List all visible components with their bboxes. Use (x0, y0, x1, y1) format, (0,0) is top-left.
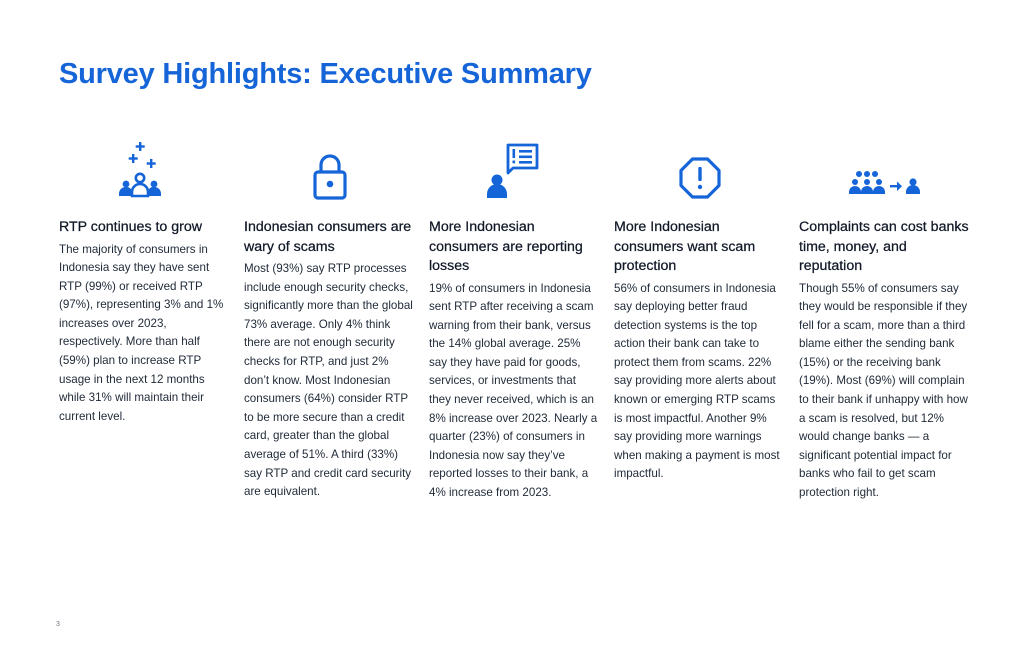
column-heading: More Indonesian consumers are reporting losses (429, 219, 583, 274)
highlight-column-reporting-losses (429, 138, 601, 503)
padlock-icon (244, 138, 416, 200)
alert-octagon-icon (614, 138, 786, 200)
person-reporting-icon (429, 138, 601, 200)
column-heading: Indonesian consumers are wary of scams (244, 219, 412, 255)
column-body: Most (93%) say RTP processes include enough security checks, significantly more than the global 73% average. Only 4% think there are not enough security checks for RTP, and just 2% don’t know. Most Indonesian consumers (64%) consider RTP to be more secure than a credit card, greater than the global average of 51%. A third (33%) say RTP and credit card security are equivalent. (244, 262, 413, 499)
page-title: Survey Highlights: Executive Summary (59, 58, 592, 90)
column-body: The majority of consumers in Indonesia say they have sent RTP (99%) or received RTP (97%), representing 3% and 1% increases over 2023, respectively. More than half (59%) plan to increase RTP usage in the next 12 months while 31% will maintain their current level. (59, 242, 224, 423)
highlight-column-wary-of-scams (244, 138, 416, 502)
column-body: 19% of consumers in Indonesia sent RTP after receiving a scam warning from their bank, versus the 14% global average. 25% say they have paid for goods, services, or investments that they never received, which is an 8% increase over 2023. Nearly a quarter (23%) of consumers in Indonesia now say they’ve reported losses to their bank, a 4% increase from 2023. (429, 281, 598, 500)
column-heading: RTP continues to grow (59, 219, 203, 235)
growth-people-icon (59, 138, 231, 200)
column-heading: More Indonesian consumers want scam protection (614, 219, 756, 274)
page-number: 3 (56, 621, 60, 628)
highlight-column-scam-protection (614, 138, 786, 484)
column-heading: Complaints can cost banks time, money, and reputation (799, 219, 969, 274)
column-body: Though 55% of consumers say they would be responsible if they fell for a scam, more than a third blame either the sending bank (15%) or the receiving bank (19%). Most (69%) will complain to their bank if unhappy with how a scam is resolved, but 12% would change banks — a significant potential impact for banks who fail to get scam protection right. (799, 281, 968, 500)
column-body: 56% of consumers in Indonesia say deploying better fraud detection systems is the top action their bank can take to protect them from scams. 22% say providing more alerts about known or emerging RTP scams is most impactful. Another 9% say providing more warnings when making a payment is most impactful. (614, 281, 780, 481)
group-to-person-icon (799, 138, 971, 200)
highlight-column-complaints-cost (799, 138, 971, 503)
highlight-column-rtp-growth (59, 138, 231, 426)
